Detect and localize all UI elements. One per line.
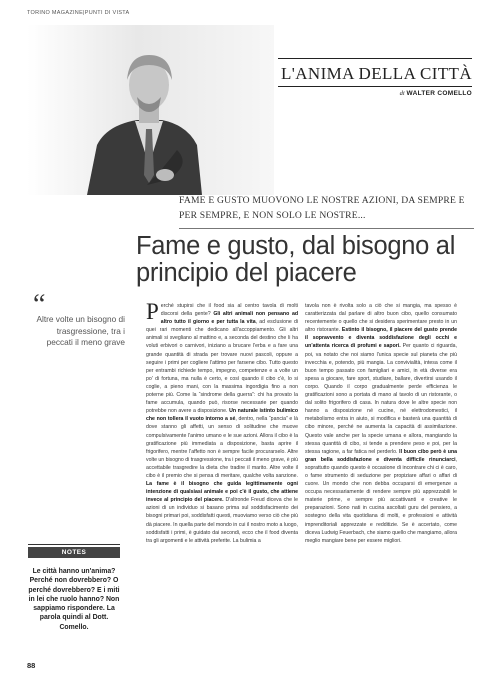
body-run: erché stupirsi che il food sia al centro tavola di molti discorsi della gente? <box>160 303 298 318</box>
column-name: L'ANIMA DELLA CITTÀ <box>280 64 472 83</box>
subtitle-rule <box>179 228 474 229</box>
body-column-1 <box>146 299 299 545</box>
quote-mark-icon: “ <box>33 289 46 320</box>
body-run: , ad esclusione di quei rari momenti che dedicano all'accoppiamento. Gli altri animali si svegliano al mattino e, a seconda del destino che li ha voluti erbivori o carnivori, iniziano a brucare l'erba e a fare una grande quantità di strada per trovare nuovi pascoli, oppure a seguire i primi per cogliere l'attimo per farsene cibo. Tutto questo per entrambi richiede tempo, impegno, competenze e a volte un po' di fortuna, ma nulla è certo, e così quando il cibo c'è, lo si coglie, a pieno mani, con la massima ingordigia fino a non poterne più. Come la “sindrome della guerra”: chi ha provato la fame accumula, quando può, risorse necessarie per quando potrebbe non avere a disposizione. <box>146 319 298 415</box>
article-subtitle: FAME E GUSTO MUOVONO LE NOSTRE AZIONI, DA SEMPRE E PER SEMPRE, E NON SOLO LE NOSTRE... <box>179 195 465 221</box>
body-run: Per quanto ci riguarda, poi, va notato che noi siamo l'unica specie sul pianeta che più invecchia e, potendo, più mangia. La convivialità, intesa come il buon tempo passato con famigliari e amici, in età diverse era spesa a giocare, fare sport, studiare, ballare, divertirsi usando il corpo. Quando il corpo gradualmente perde efficienza le gratificazioni sono a portata di mano al tavolo di un ristorante, o dal solito frigorifero di casa. In natura dove le altre specie non hanno a disposizione né cucine, né elettrodomestici, il metabolismo entra in aiuto, si modifica e basterà una quantità di cibo minore, perché ne aumenta la capacità di assimilazione. Questo vale anche per la specie umana e allora, mangiando la stessa quantità di cibo, si tende a prendere peso e poi, per la stessa ragione, a far fatica nel perderlo. <box>305 343 457 455</box>
body-text-1 <box>146 299 299 544</box>
byline <box>278 90 472 97</box>
body-highlight: Gli altri animali non pensano ad altro tutto il giorno e per tutta la vita <box>160 311 299 326</box>
body-run: , soprattutto quando questo è occasione di incontrare chi ci è caro, o fame strumento di seduzione per propiziare affari o affari di cuore. Un mondo che non debba occuparsi di emergenze a occupa necessariamente di rendere sempre più apprezzabili le materie prime, e sempre più accattivanti e creative le preparazioni. Sono nati in cucina ascoltati guru del pensiero, a sostegno della vita quotidiana di molti, e professioni e attività imprenditoriali apprezzate e redditizie. Se è accertato, come diceva Ludwig Feuerbach, che siamo quello che mangiamo, allora meglio mangiare bene per essere migliori. <box>305 456 457 544</box>
pull-quote: Altre volte un bisogno di trasgressione, tra i peccati il meno grave <box>36 314 125 347</box>
body-run: tavola non è rivolta solo a ciò che si mangia, ma spesso è caratterizzata dal parlare di altro buon cibo, quello consumato recentemente o quello che si desidera sperimentare presto in un altro ristorante. <box>305 303 457 334</box>
byline-prefix: di <box>399 90 405 97</box>
notes-rule <box>28 544 120 545</box>
notes-text: Le città hanno un'anima? Perché non dovrebbero? O perché dovrebbero? E i miti in lei che ruolo hanno? Non sappiamo rispondere. La parola quindi al Dott. Comello. <box>28 568 120 631</box>
notes-label: NOTES <box>28 547 120 558</box>
body-run: D'altronde Freud diceva che le azioni di un individuo si basano prima sul soddisfacimento dei bisogni primari poi, soddisfatti questi, muoviamo verso ciò che più dà piacere. In quella parte del mondo in cui il nostro moto a luogo, soddisfatti i primi, è guidato dai secondi, ecco che il food diventa tra gli argomenti e le attività preferite. La bulimia a <box>146 497 299 544</box>
body-run: , dentro, nella “pancia” e là dove stanno gli affetti, un senso di solitudine che muove compulsivamente l'animo umano e le sue azioni. Allora il cibo è la gratificazione più immediata a disposizione, basta aprire il frigorifero, mentre l'affetto non è sempre facile procurarselo. Altre volte un bisogno di trasgressione, tra i peccati il meno grave, è più accettabile trasgredire la dieta che tradire il marito. Altre volte il cibo è il premio che si pensa di meritare, qualche volta sanzione. <box>146 416 298 479</box>
body-highlight: La fame è il bisogno che guida legittimamente ogni intenzione di qualsiasi animale e poi c'è il gusto, che attiene invece al principio del piacere. <box>146 481 298 504</box>
portrait-image <box>27 25 274 195</box>
body-highlight: Estinto il bisogno, il piacere del gusto prende il sopravvento e diventa soddisfazione degli occhi e un'attenta ricerca di profumi e sapori. <box>305 327 457 350</box>
magazine-header: TORINO MAGAZINE|PUNTI DI VISTA <box>27 10 130 16</box>
drop-cap: P <box>146 299 159 324</box>
body-highlight: Un naturale istinto bulimico che non tollera il vuoto intorno a sé <box>146 408 298 423</box>
author-name: WALTER COMELLO <box>406 90 472 97</box>
article-title: Fame e gusto, dal bisogno al principio del piacere <box>136 232 456 287</box>
author-portrait <box>27 25 274 195</box>
column-heading <box>278 58 472 84</box>
body-column-2 <box>305 302 457 545</box>
body-highlight: Il buon cibo però è una gran bella soddisfazione e diventa difficile rinunciarci <box>305 448 458 463</box>
column-rule-bottom <box>278 86 472 87</box>
page-number: 88 <box>27 661 36 670</box>
body-text-2 <box>305 303 457 544</box>
